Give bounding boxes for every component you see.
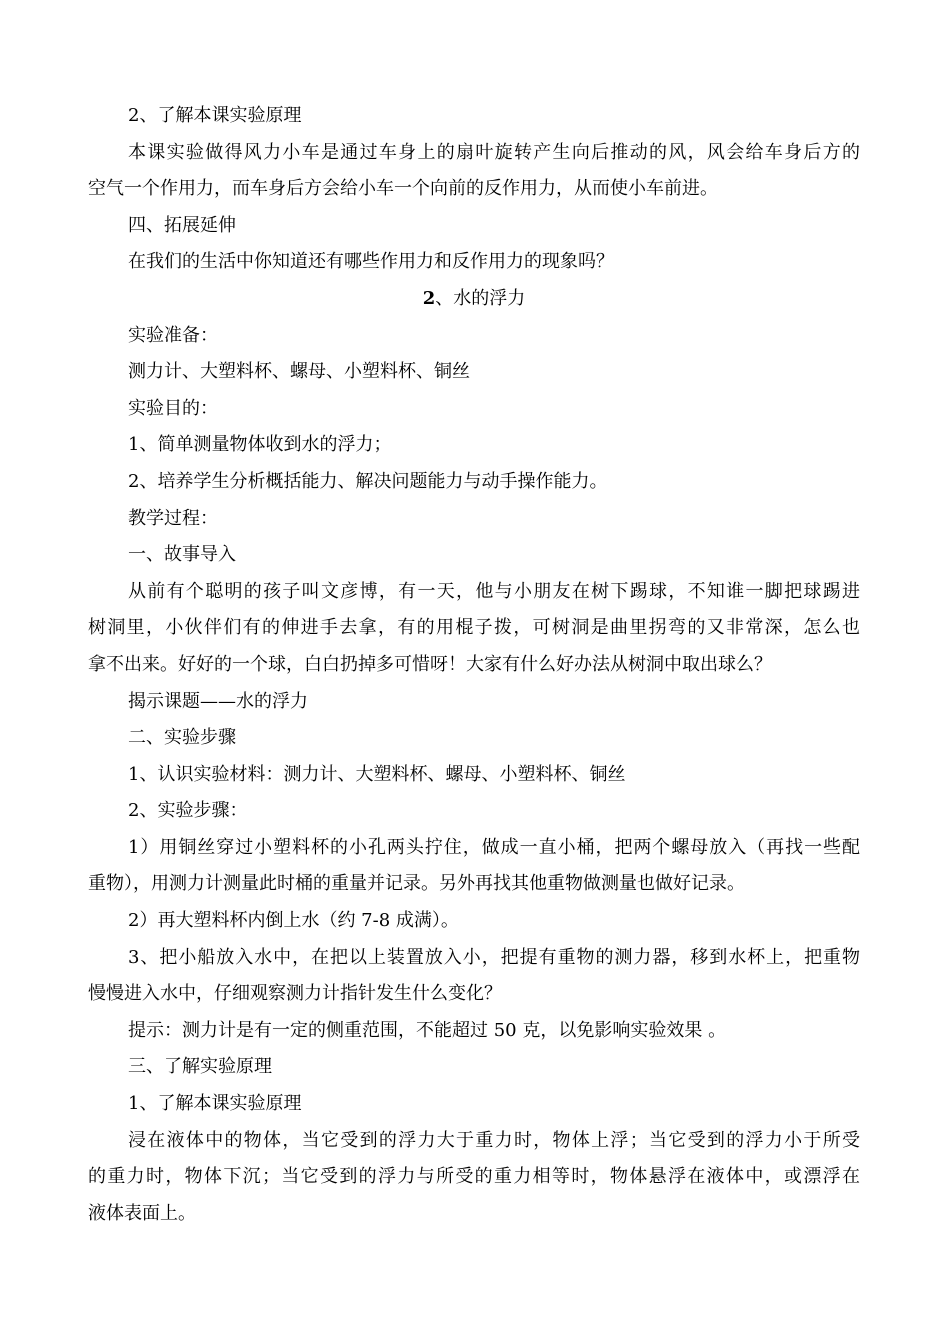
label-teaching-process: 教学过程： (128, 507, 218, 529)
paragraph-line: 液体表面上。 (88, 1202, 196, 1224)
step-item: 2、实验步骤： (128, 800, 248, 822)
hint-line: 提示：测力计是有一定的侧重范围，不能超过 50 克，以免影响实验效果 。 (128, 1019, 727, 1041)
label-preparation: 实验准备： (128, 324, 218, 346)
paragraph-line: 树洞里，小伙伴们有的伸进手去拿，有的用棍子拨，可树洞是曲里拐弯的又非常深，怎么也 (88, 617, 860, 639)
objective-item: 1、简单测量物体收到水的浮力； (128, 434, 392, 456)
paragraph-line: 3、把小船放入水中，在把以上装置放入小，把提有重物的测力器，移到水杯上，把重物 (128, 946, 860, 968)
lesson-title (88, 281, 860, 318)
topic-reveal: 揭示课题——水的浮力 (128, 690, 308, 712)
section-heading-principle: 三、了解实验原理 (128, 1056, 272, 1078)
section-heading-extension: 四、拓展延伸 (128, 214, 236, 236)
paragraph-line: 从前有个聪明的孩子叫文彦博，有一天，他与小朋友在树下踢球，不知谁一脚把球踢进 (128, 580, 860, 602)
paragraph-line: 的重力时，物体下沉；当它受到的浮力与所受的重力相等时，物体悬浮在液体中，或漂浮在 (88, 1166, 860, 1188)
paragraph-line: 重物），用测力计测量此时桶的重量并记录。另外再找其他重物做测量也做好记录。 (88, 873, 745, 895)
objective-item: 2、培养学生分析概括能力、解决问题能力与动手操作能力。 (128, 470, 608, 492)
paragraph-line: 慢慢进入水中，仔细观察测力计指针发生什么变化？ (88, 983, 502, 1005)
step-item: 1、认识实验材料：测力计、大塑料杯、螺母、小塑料杯、铜丝 (128, 763, 626, 785)
document-body (88, 98, 860, 1232)
section-heading-story: 一、故事导入 (128, 544, 236, 566)
paragraph-line: 拿不出来。好好的一个球，白白扔掉多可惜呀！大家有什么好办法从树洞中取出球么？ (88, 653, 772, 675)
materials-list: 测力计、大塑料杯、螺母、小塑料杯、铜丝 (128, 361, 470, 383)
paragraph-line: 空气一个作用力，而车身后方会给小车一个向前的反作用力，从而使小车前进。 (88, 178, 718, 200)
lesson-number: 2 (422, 287, 436, 309)
label-objectives: 实验目的： (128, 397, 218, 419)
section-heading-steps: 二、实验步骤 (128, 727, 236, 749)
subheading-principle: 1、了解本课实验原理 (128, 1093, 302, 1115)
paragraph-line: 1）用铜丝穿过小塑料杯的小孔两头拧住，做成一直小桶，把两个螺母放入（再找一些配 (128, 836, 860, 858)
step-item: 2）再大塑料杯内倒上水（约 7-8 成满）。 (128, 910, 459, 932)
paragraph-line: 本课实验做得风力小车是通过车身上的扇叶旋转产生向后推动的风，风会给车身后方的 (128, 141, 860, 163)
paragraph-line: 在我们的生活中你知道还有哪些作用力和反作用力的现象吗？ (128, 251, 614, 273)
paragraph-line: 浸在液体中的物体，当它受到的浮力大于重力时，物体上浮；当它受到的浮力小于所受 (128, 1129, 860, 1151)
subheading-principle: 2、了解本课实验原理 (128, 105, 302, 126)
lesson-title-text: 、水的浮力 (435, 287, 526, 309)
